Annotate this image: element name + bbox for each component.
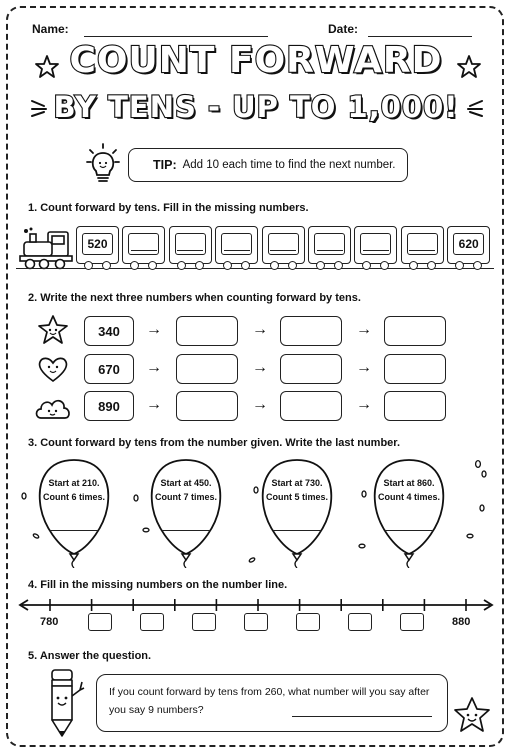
lightbulb-icon (86, 142, 120, 186)
q2-prompt: 2. Write the next three numbers when counting forward by tens. (28, 292, 361, 304)
answer-blank[interactable] (177, 238, 203, 251)
number-line-answer-box[interactable] (140, 613, 164, 631)
start-number-box: 340 (84, 316, 134, 346)
train-car (447, 226, 490, 264)
number-line-answer-box[interactable] (348, 613, 372, 631)
number-line-end: 880 (452, 616, 471, 628)
title-line1: COUNT FORWARD (69, 40, 443, 81)
train-car (401, 226, 444, 264)
answer-blank[interactable] (317, 238, 343, 251)
confetti-decoration (0, 450, 512, 580)
q3-prompt: 3. Count forward by tens from the number given. Write the last number. (28, 437, 401, 449)
answer-blank[interactable] (409, 238, 435, 251)
balloon-start-text: Start at 730. (271, 478, 323, 488)
star-face-icon (452, 696, 492, 734)
number-line-answer-box[interactable] (88, 613, 112, 631)
train-car (354, 226, 397, 264)
answer-blank[interactable] (224, 238, 250, 251)
balloon-start-text: Start at 450. (160, 478, 212, 488)
q4-prompt: 4. Fill in the missing numbers on the number line. (28, 579, 288, 591)
train-engine-icon (18, 226, 78, 270)
answer-blank[interactable] (131, 238, 157, 251)
number-line-answer-box[interactable] (192, 613, 216, 631)
balloon-count-text: Count 7 times. (154, 492, 217, 502)
q5-answer-field[interactable] (292, 716, 432, 717)
tip-label: TIP: (153, 158, 177, 172)
train-car-value[interactable] (360, 233, 391, 255)
answer-blank[interactable] (363, 238, 389, 251)
answer-box[interactable] (176, 391, 238, 421)
train-car (122, 226, 165, 264)
wheel-icon (102, 261, 111, 270)
answer-box[interactable] (384, 316, 446, 346)
train-car (76, 226, 119, 264)
title-line2: BY TENS - UP TO 1,000! (53, 90, 459, 124)
train-car-value[interactable] (175, 233, 206, 255)
q5-prompt: 5. Answer the question. (28, 650, 152, 662)
name-field[interactable] (84, 36, 268, 37)
balloon-count-text: Count 6 times. (42, 492, 105, 502)
train-car-value: 520 (82, 233, 113, 255)
train-car-value[interactable] (221, 233, 252, 255)
wheel-icon (195, 261, 204, 270)
balloon-count-text: Count 5 times. (265, 492, 328, 502)
number-line-answer-box[interactable] (400, 613, 424, 631)
arrow-icon: → (356, 359, 372, 376)
heart-face-icon (36, 354, 70, 384)
answer-box[interactable] (384, 391, 446, 421)
number-line-answer-box[interactable] (244, 613, 268, 631)
train-car-value[interactable] (407, 233, 438, 255)
balloon-start-text: Start at 210. (48, 478, 100, 488)
cloud-face-icon (33, 394, 73, 422)
star-face-icon (36, 314, 70, 346)
answer-box[interactable] (280, 354, 342, 384)
answer-box[interactable] (280, 391, 342, 421)
wheel-icon (84, 261, 93, 270)
answer-box[interactable] (384, 354, 446, 384)
wheel-icon (288, 261, 297, 270)
train-car-value: 620 (453, 233, 484, 255)
arrow-icon: → (252, 396, 268, 413)
q5-question: If you count forward by tens from 260, what number will you say after you say 9 numbers? (109, 686, 430, 716)
date-field[interactable] (368, 36, 472, 37)
question-box (96, 674, 448, 732)
wheel-icon (177, 261, 186, 270)
start-number-box: 890 (84, 391, 134, 421)
arrow-icon: → (252, 359, 268, 376)
train-car-value[interactable] (128, 233, 159, 255)
wheel-icon (316, 261, 325, 270)
arrow-icon: → (146, 359, 162, 376)
arrow-icon: → (252, 321, 268, 338)
wheel-icon (409, 261, 418, 270)
train-car-value[interactable] (314, 233, 345, 255)
answer-blank[interactable] (270, 238, 296, 251)
train-car (215, 226, 258, 264)
tip-text: Add 10 each time to find the next number. (182, 159, 396, 171)
wheel-icon (334, 261, 343, 270)
sparkle-lines-icon (462, 98, 484, 118)
pencil-character-icon (40, 668, 90, 738)
start-number-box: 670 (84, 354, 134, 384)
arrow-icon: → (356, 321, 372, 338)
train-car (308, 226, 351, 264)
star-icon (34, 54, 60, 80)
train-car (262, 226, 305, 264)
wheel-icon (270, 261, 279, 270)
sparkle-lines-icon (30, 98, 52, 118)
answer-box[interactable] (280, 316, 342, 346)
number-line-start: 780 (40, 616, 59, 628)
answer-box[interactable] (176, 354, 238, 384)
name-label: Name: (32, 22, 69, 36)
train-car (169, 226, 212, 264)
arrow-icon: → (356, 396, 372, 413)
train-car-value[interactable] (268, 233, 299, 255)
number-line-answer-box[interactable] (296, 613, 320, 631)
wheel-icon (427, 261, 436, 270)
balloon-start-text: Start at 860. (383, 478, 435, 488)
arrow-icon: → (146, 396, 162, 413)
balloon-count-text: Count 4 times. (377, 492, 440, 502)
arrow-icon: → (146, 321, 162, 338)
tip-box (128, 148, 408, 182)
q1-prompt: 1. Count forward by tens. Fill in the missing numbers. (28, 202, 309, 214)
answer-box[interactable] (176, 316, 238, 346)
star-icon (456, 54, 482, 80)
date-label: Date: (328, 22, 359, 36)
